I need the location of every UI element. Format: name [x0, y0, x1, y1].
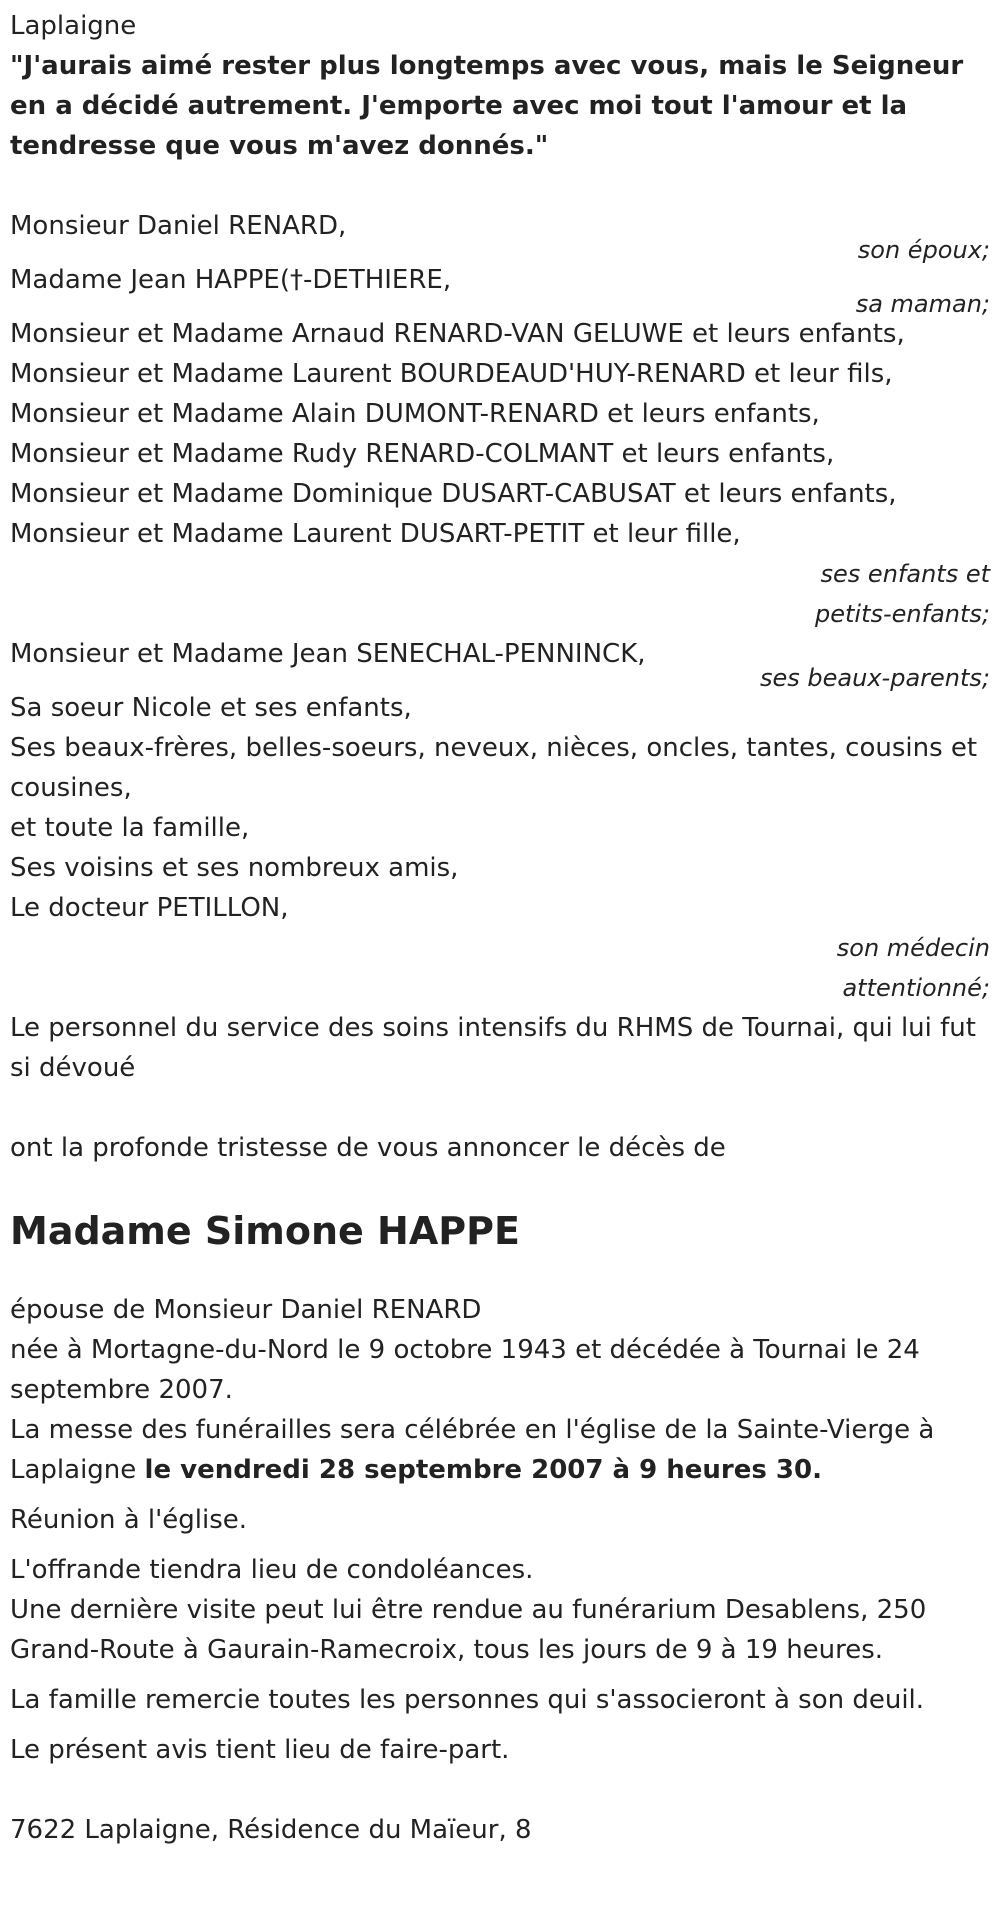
sister-line: Sa soeur Nicole et ses enfants, [10, 693, 412, 723]
whole-family-line: et toute la famille, [10, 813, 250, 843]
epigraph-quote: "J'aurais aimé rester plus longtemps avec vous, mais le Seigneur en a décidé autrement. J'emporte avec moi tout l'amour et la tendresse que vous m'avez donnés." [10, 51, 964, 161]
reunion-line: Réunion à l'église. [10, 1505, 248, 1535]
child-entry: Monsieur et Madame Laurent DUSART-PETIT et leur fille, [10, 519, 741, 549]
mass-date: le vendredi 28 septembre 2007 à 9 heures 30. [144, 1455, 822, 1485]
mother-name: Madame Jean HAPPE(†-DETHIERE, [10, 265, 452, 295]
offering-line: L'offrande tiendra lieu de condoléances. [10, 1555, 534, 1585]
visit-line: Une dernière visite peut lui être rendue au funérarium Desablens, 250 Grand-Route à Gaurain-Ramecroix, tous les jours de 9 à 19 heures. [10, 1595, 927, 1665]
children-role-line2: petits-enfants; [815, 600, 990, 628]
doctor-role-line2: attentionné; [842, 974, 990, 1002]
mother-role: sa maman; [855, 290, 990, 318]
child-entry: Monsieur et Madame Dominique DUSART-CABUSAT et leurs enfants, [10, 479, 897, 509]
in-laws-role: ses beaux-parents; [760, 664, 990, 692]
extended-family-line: Ses beaux-frères, belles-soeurs, neveux, nièces, oncles, tantes, cousins et cousines, [10, 733, 978, 803]
staff-line: Le personnel du service des soins intensifs du RHMS de Tournai, qui lui fut si dévoué [10, 1013, 976, 1083]
husband-name: Monsieur Daniel RENARD, [10, 211, 347, 241]
child-entry: Monsieur et Madame Laurent BOURDEAUD'HUY-RENARD et leur fils, [10, 359, 893, 389]
friends-line: Ses voisins et ses nombreux amis, [10, 853, 459, 883]
doctor-role-line1: son médecin [836, 934, 990, 962]
thanks-line: La famille remercie toutes les personnes qui s'associeront à son deuil. [10, 1685, 925, 1715]
deceased-name: Madame Simone HAPPE [10, 1209, 520, 1253]
birth-death-line: née à Mortagne-du-Nord le 9 octobre 1943 et décédée à Tournai le 24 septembre 2007. [10, 1335, 920, 1405]
mass-paragraph [10, 1410, 980, 1490]
children-role-line1: ses enfants et [820, 560, 990, 588]
child-entry: Monsieur et Madame Arnaud RENARD-VAN GELUWE et leurs enfants, [10, 319, 905, 349]
announcement-line: ont la profonde tristesse de vous annoncer le décès de [10, 1133, 726, 1163]
doctor-name: Le docteur PETILLON, [10, 893, 289, 923]
husband-role: son époux; [857, 236, 990, 264]
child-entry: Monsieur et Madame Alain DUMONT-RENARD et leurs enfants, [10, 399, 820, 429]
mass-text: La messe des funérailles sera célébrée en l'église de la Sainte-Vierge à Laplaigne [10, 1415, 935, 1485]
children-list [10, 314, 990, 554]
address-line: 7622 Laplaigne, Résidence du Maïeur, 8 [10, 1815, 532, 1845]
spouse-line: épouse de Monsieur Daniel RENARD [10, 1295, 482, 1325]
town-header: Laplaigne [10, 11, 137, 41]
obituary-notice [0, 6, 990, 1850]
in-laws-name: Monsieur et Madame Jean SENECHAL-PENNINCK, [10, 639, 646, 669]
child-entry: Monsieur et Madame Rudy RENARD-COLMANT et leurs enfants, [10, 439, 835, 469]
notice-note-line: Le présent avis tient lieu de faire-part. [10, 1735, 510, 1765]
